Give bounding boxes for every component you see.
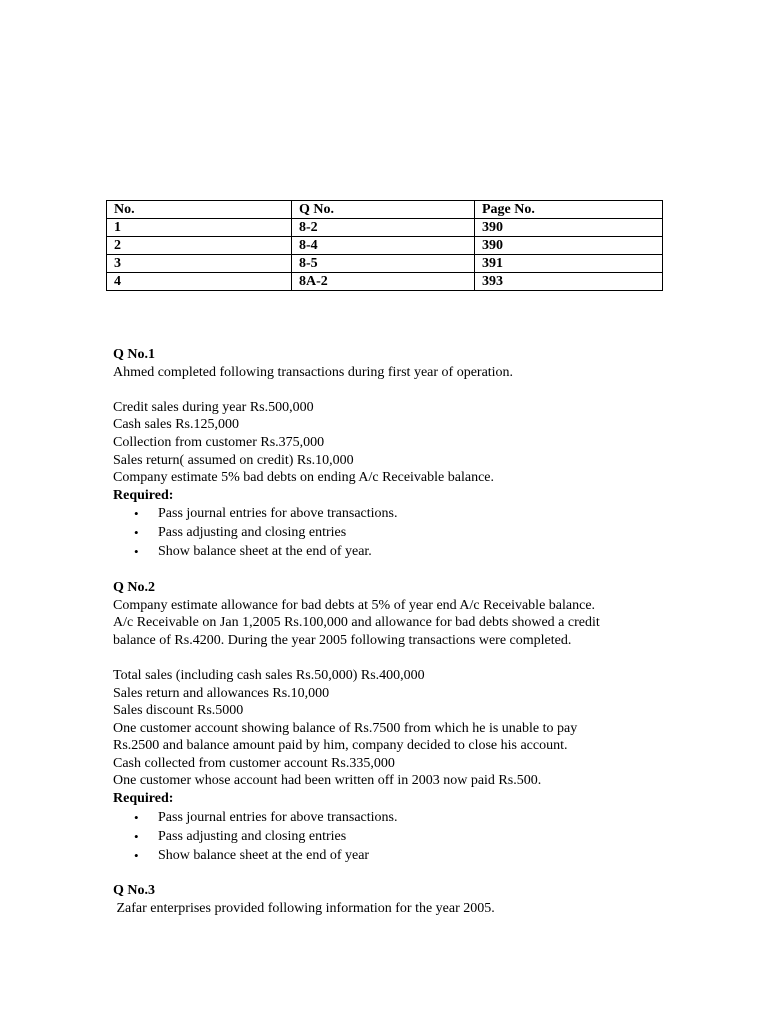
list-item (113, 523, 673, 542)
question-intro-line: balance of Rs.4200. During the year 2005 following transactions were completed. (113, 632, 572, 648)
list-item-text: Pass adjusting and closing entries (158, 525, 347, 541)
document-body (113, 346, 673, 917)
spacer (113, 561, 673, 579)
question-intro: Ahmed completed following transactions during first year of operation. (113, 364, 514, 380)
list-item (113, 827, 673, 846)
spacer (113, 381, 673, 399)
table-row (107, 273, 663, 291)
list-item-text: Pass journal entries for above transactions. (158, 506, 398, 522)
list-item-text: Show balance sheet at the end of year. (158, 544, 372, 560)
table-row (107, 219, 663, 237)
transaction-line: Collection from customer Rs.375,000 (113, 434, 325, 450)
header-page-no: Page No. (475, 201, 663, 219)
question-intro-line: A/c Receivable on Jan 1,2005 Rs.100,000 and allowance for bad debts showed a credit (113, 615, 600, 631)
transaction-line: Credit sales during year Rs.500,000 (113, 399, 314, 415)
list-item-text: Pass journal entries for above transactions. (158, 809, 398, 825)
list-item (113, 846, 673, 865)
cell-q-no: 8-4 (292, 237, 475, 255)
question-intro-line: Company estimate allowance for bad debts at 5% of year end A/c Receivable balance. (113, 597, 596, 613)
header-q-no: Q No. (292, 201, 475, 219)
bullet-icon: • (134, 828, 139, 844)
cell-no: 3 (107, 255, 292, 273)
cell-page-no: 391 (475, 255, 663, 273)
transaction-line: Company estimate 5% bad debts on ending A/c Receivable balance. (113, 470, 494, 486)
table-row (107, 237, 663, 255)
question-2 (113, 579, 673, 882)
table-row (107, 255, 663, 273)
list-item (113, 808, 673, 827)
header-no: No. (107, 201, 292, 219)
bullet-icon: • (134, 506, 139, 522)
question-intro: Zafar enterprises provided following information for the year 2005. (113, 900, 495, 916)
bullet-icon: • (134, 809, 139, 825)
transaction-line: Total sales (including cash sales Rs.50,000) Rs.400,000 (113, 667, 425, 683)
list-item-text: Show balance sheet at the end of year (158, 847, 370, 863)
list-item (113, 542, 673, 561)
transaction-line: Cash collected from customer account Rs.335,000 (113, 755, 395, 771)
cell-q-no: 8-2 (292, 219, 475, 237)
transaction-line: Rs.2500 and balance amount paid by him, company decided to close his account. (113, 738, 568, 754)
cell-q-no: 8-5 (292, 255, 475, 273)
transaction-line: Sales discount Rs.5000 (113, 703, 244, 719)
required-list (113, 504, 673, 561)
cell-page-no: 390 (475, 237, 663, 255)
cell-q-no: 8A-2 (292, 273, 475, 291)
question-index-table (106, 200, 663, 291)
cell-no: 4 (107, 273, 292, 291)
question-heading: Q No.1 (113, 347, 155, 362)
spacer (113, 649, 673, 667)
transaction-line: Sales return( assumed on credit) Rs.10,000 (113, 452, 354, 468)
spacer (113, 865, 673, 883)
transaction-line: Cash sales Rs.125,000 (113, 417, 239, 433)
cell-page-no: 393 (475, 273, 663, 291)
cell-page-no: 390 (475, 219, 663, 237)
bullet-icon: • (134, 544, 139, 560)
transaction-line: Sales return and allowances Rs.10,000 (113, 685, 330, 701)
list-item-text: Pass adjusting and closing entries (158, 828, 347, 844)
question-heading: Q No.3 (113, 883, 155, 899)
required-label: Required: (113, 791, 174, 807)
cell-no: 1 (107, 219, 292, 237)
question-3 (113, 882, 673, 917)
bullet-icon: • (134, 525, 139, 541)
table-header-row (107, 201, 663, 219)
cell-no: 2 (107, 237, 292, 255)
required-label: Required: (113, 487, 174, 503)
required-list (113, 808, 673, 865)
bullet-icon: • (134, 847, 139, 863)
question-heading: Q No.2 (113, 579, 155, 595)
transaction-line: One customer account showing balance of Rs.7500 from which he is unable to pay (113, 720, 578, 736)
question-1 (113, 346, 673, 579)
transaction-line: One customer whose account had been written off in 2003 now paid Rs.500. (113, 773, 542, 789)
list-item (113, 504, 673, 523)
